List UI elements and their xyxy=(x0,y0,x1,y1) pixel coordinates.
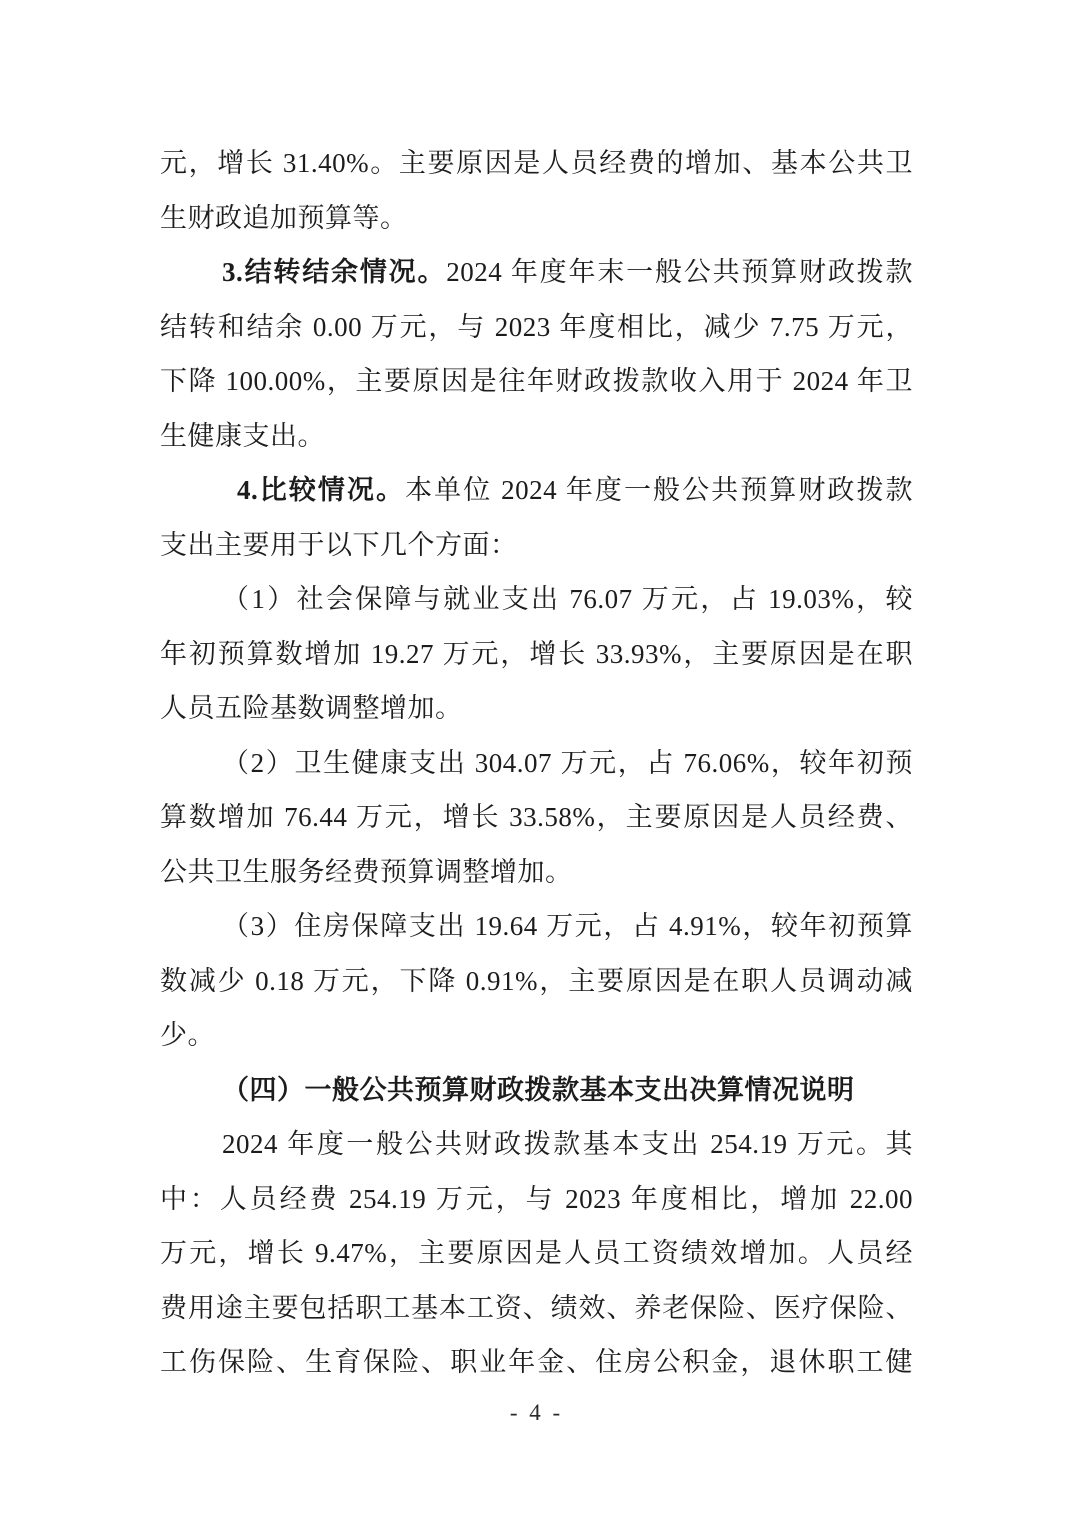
text-line xyxy=(160,845,913,900)
text-line xyxy=(160,245,913,300)
text-line xyxy=(160,954,913,1009)
text-line xyxy=(160,191,913,246)
text-line xyxy=(160,1008,913,1063)
text-body xyxy=(160,136,913,1390)
text-line xyxy=(160,409,913,464)
page-footer xyxy=(160,1400,913,1426)
text-run: 生健康支出。 xyxy=(160,420,325,451)
text-line xyxy=(160,1117,913,1172)
text-run: 结转和结余 0.00 万元，与 2023 年度相比，减少 7.75 万元， xyxy=(160,311,913,342)
text-line xyxy=(160,1226,913,1281)
text-line xyxy=(160,300,913,355)
text-run: 数减少 0.18 万元，下降 0.91%，主要原因是在职人员调动减 xyxy=(160,965,913,996)
bold-run: 4.比较情况。 xyxy=(237,475,406,505)
section-heading-line xyxy=(160,1063,913,1118)
text-line xyxy=(160,518,913,573)
bold-run: 3.结转结余情况。 xyxy=(222,257,447,287)
text-line xyxy=(160,790,913,845)
text-run: 本单位 2024 年度一般公共预算财政拨款 xyxy=(405,475,914,505)
text-line xyxy=(160,681,913,736)
text-run: 万元，增长 9.47%，主要原因是人员工资绩效增加。人员经 xyxy=(160,1238,913,1268)
text-line xyxy=(160,136,913,191)
text-run: 中：人员经费 254.19 万元，与 2023 年度相比，增加 22.00 xyxy=(160,1183,913,1214)
text-line xyxy=(160,572,913,627)
text-run: 生财政追加预算等。 xyxy=(160,202,408,233)
bold-run: （四）一般公共预算财政拨款基本支出决算情况说明 xyxy=(222,1074,855,1105)
text-run: 人员五险基数调整增加。 xyxy=(160,693,463,723)
text-run: 下降 100.00%，主要原因是往年财政拨款收入用于 2024 年卫 xyxy=(160,366,913,396)
text-line xyxy=(160,1335,913,1390)
text-run: 工伤保险、生育保险、职业年金、住房公积金，退休职工健 xyxy=(160,1347,913,1377)
text-line xyxy=(160,463,913,518)
text-line xyxy=(160,899,913,954)
text-run: （2）卫生健康支出 304.07 万元，占 76.06%，较年初预 xyxy=(222,747,913,778)
text-run: 支出主要用于以下几个方面： xyxy=(160,529,518,560)
text-run: （1）社会保障与就业支出 76.07 万元，占 19.03%，较 xyxy=(222,584,913,614)
text-line xyxy=(160,1172,913,1227)
text-run: 2024 年度一般公共财政拨款基本支出 254.19 万元。其 xyxy=(222,1129,913,1159)
text-line xyxy=(160,736,913,791)
text-run: （3）住房保障支出 19.64 万元，占 4.91%，较年初预算 xyxy=(222,911,913,941)
text-run: 算数增加 76.44 万元，增长 33.58%，主要原因是人员经费、 xyxy=(160,802,913,832)
text-run: 2024 年度年末一般公共预算财政拨款 xyxy=(446,257,914,287)
text-line xyxy=(160,354,913,409)
text-run: 少。 xyxy=(160,1020,215,1050)
page-number: - 4 - xyxy=(509,1400,564,1425)
text-run: 年初预算数增加 19.27 万元，增长 33.93%，主要原因是在职 xyxy=(160,638,913,669)
text-line xyxy=(160,627,913,682)
text-run: 元，增长 31.40%。主要原因是人员经费的增加、基本公共卫 xyxy=(160,148,913,178)
text-run: 公共卫生服务经费预算调整增加。 xyxy=(160,856,573,887)
text-run: 费用途主要包括职工基本工资、绩效、养老保险、医疗保险、 xyxy=(160,1292,913,1323)
text-line xyxy=(160,1281,913,1336)
